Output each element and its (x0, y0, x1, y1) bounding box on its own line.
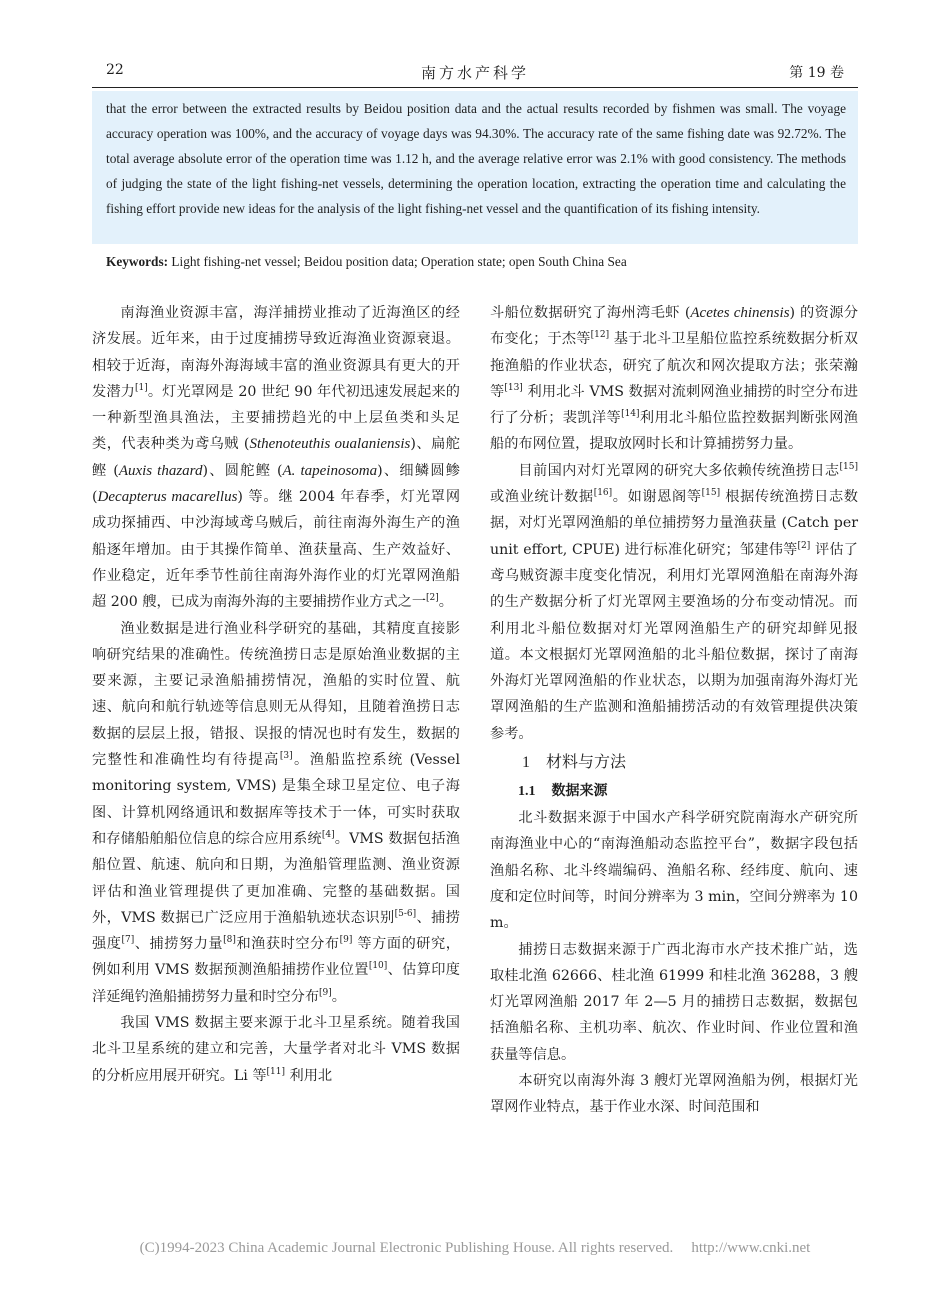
citation: [15] (839, 461, 858, 472)
page-number: 22 (106, 62, 124, 78)
subsection-title: 数据来源 (551, 783, 608, 800)
citation: [1] (134, 382, 148, 393)
body-paragraph: 斗船位数据研究了海州湾毛虾 (Acetes chinensis) 的资源分布变化；于杰等[12] 基于北斗卫星船位监控系统数据分析双拖渔船的作业状态，研究了航次和网次提取方法；张荣瀚等[13] 利用北斗 VMS 数据对流刺网渔业捕捞的时空分布进行了分析；裴凯洋等[14]利用北斗船位监控数据判断张网渔船的布网位置，提取放网时长和计算捕捞努力量。 (490, 305, 859, 453)
volume-label: 第 19 卷 (789, 65, 844, 81)
citation: [5-6] (394, 908, 417, 919)
citation: [8] (223, 935, 236, 946)
citation: [7] (121, 935, 135, 946)
species-name: A. tapeinosoma (282, 462, 378, 479)
species-name: Decapterus macarellus (97, 489, 238, 506)
section-heading (490, 747, 858, 778)
header-rule (92, 87, 858, 88)
citation: [2] (797, 540, 811, 551)
species-name: Auxis thazard (118, 462, 203, 479)
body-paragraph: 本研究以南海外海 3 艘灯光罩网渔船为例，根据灯光罩网作业特点，基于作业水深、时间范围和 (490, 1073, 858, 1116)
citation: [2] (426, 593, 439, 604)
keywords (106, 254, 846, 270)
abstract-box (92, 91, 858, 244)
citation: [14] (621, 409, 640, 420)
body-paragraph: 南海渔业资源丰富，海洋捕捞业推动了近海渔区的经济发展。近年来，由于过度捕捞导致近海渔业资源衰退。相较于近海，南海外海海域丰富的渔业资源具有更大的开发潜力[1]。灯光罩网是 20 世纪 90 年代初迅速发展起来的一种新型渔具渔法，主要捕捞趋光的中上层鱼类和头足类，代表种类为鸢乌贼 (Sthenoteuthis oualaniensis)、扁舵鲣 (Auxis thazard)、圆舵鲣 (A. tapeinosoma)、细鳞圆鲹 (Decapterus macarellus) 等。继 2004 年春季，灯光罩网成功探捕西、中沙海域鸢乌贼后，前往南海外海生产的渔船逐年增加。由于其操作简单、渔获量高、生产效益好、作业稳定，近年季节性前往南海外海作业的灯光罩网渔船超 200 艘，已成为南海外海的主要捕捞作业方式之一[2]。 (92, 305, 461, 611)
body-paragraph: 目前国内对灯光罩网的研究大多依赖传统渔捞日志[15] 或渔业统计数据[16]。如谢恩阁等[15] 根据传统渔捞日志数据，对灯光罩网渔船的单位捕捞努力量渔获量 (Catch per unit effort, CPUE) 进行标准化研究；邹建伟等[2] 评估了鸢乌贼资源丰度变化情况，利用灯光罩网渔船在南海外海的生产数据分析了灯光罩网主要渔场的分布变动情况。而利用北斗船位数据对灯光罩网渔船生产的研究却鲜见报道。本文根据灯光罩网渔船的北斗船位数据，探讨了南海外海灯光罩网渔船的作业状态，以期为加强南海外海灯光罩网渔船的生产监测和渔船捕捞活动的有效管理提供决策参考。 (490, 461, 858, 742)
citation: [4] (321, 829, 335, 840)
section-title: 材料与方法 (546, 752, 627, 772)
citation: [11] (266, 1066, 286, 1077)
body-paragraph: 渔业数据是进行渔业科学研究的基础，其精度直接影响研究结果的准确性。传统渔捞日志是原始渔业数据的主要来源，主要记录渔船捕捞情况，渔船的实时位置、航速、航向和航行轨迹等信息则无从得知，且随着渔捞日志数据的层层上报，错报、误报的情况也时有发生，数据的完整性和准确性均有待提高[3]。渔船监控系统 (Vessel monitoring system, VMS) 是集全球卫星定位、电子海图、计算机网络通讯和数据库等技术于一体，可实时获取和存储船舶船位信息的综合应用系统[4]。VMS 数据包括渔船位置、航速、航向和日期，为渔船管理监测、渔业资源评估和渔业管理提供了更加准确、完整的基础数据。国外，VMS 数据已广泛应用于渔船轨迹状态识别[5-6]、捕捞强度[7]、捕捞努力量[8]和渔获时空分布[9] 等方面的研究，例如利用 VMS 数据预测渔船捕捞作业位置[10]、估算印度洋延绳钓渔船捕捞努力量和时空分布[9]。 (92, 620, 460, 1005)
journal-title: 南方水产科学 (420, 64, 529, 82)
body-paragraph: 北斗数据来源于中国水产科学研究院南海水产研究所南海渔业中心的“南海渔船动态监控平台”，数据字段包括渔船名称、北斗终端编码、渔船名称、经纬度、航向、速度和定位时间等，时间分辨率为 3 min，空间分辨率为 10 m。 (490, 810, 858, 932)
footer-url: http://www.cnki.net (691, 1240, 811, 1256)
species-name: Sthenoteuthis oualaniensis (249, 436, 411, 453)
page-header (92, 62, 858, 84)
body-paragraph: 捕捞日志数据来源于广西北海市水产技术推广站，选取桂北渔 62666、桂北渔 61999 和桂北渔 36288，3 艘灯光罩网渔船 2017 年 2—5 月的捕捞日志数据，数据包括渔船名称、主机功率、航次、作业时间、作业位置和渔获量等信息。 (490, 941, 858, 1063)
keywords-label: Keywords: (106, 254, 169, 269)
body-paragraph: 我国 VMS 数据主要来源于北斗卫星系统。随着我国北斗卫星系统的建立和完善，大量学者对北斗 VMS 数据的分析应用展开研究。Li 等[11] 利用北 (92, 1015, 460, 1084)
citation: [9] (319, 987, 332, 998)
page-footer (0, 1240, 950, 1257)
citation: [12] (590, 330, 610, 341)
species-name: Acetes chinensis (690, 305, 790, 321)
citation: [15] (701, 488, 721, 499)
citation: [10] (368, 961, 388, 972)
citation: [9] (339, 935, 353, 946)
citation: [13] (504, 382, 523, 393)
right-column (490, 300, 858, 1121)
citation: [3] (279, 751, 293, 762)
subsection-number: 1.1 (518, 784, 536, 800)
subsection-heading (490, 778, 858, 805)
left-column (92, 300, 460, 1089)
keywords-text: Light fishing-net vessel; Beidou position data; Operation state; open South China Sea (171, 254, 627, 269)
copyright-notice: (C)1994-2023 China Academic Journal Electronic Publishing House. All rights reserved. (139, 1240, 674, 1256)
section-number: 1 (522, 754, 530, 772)
abstract-text: that the error between the extracted results by Beidou position data and the actual results recorded by fishmen was small. The voyage accuracy operation was 100%, and the accuracy of voyage days was 94.30%. The accuracy rate of the same fishing date was 92.72%. The total average absolute error of the operation time was 1.12 h, and the average relative error was 2.1% with good consistency. The methods of judging the state of the light fishing-net vessels, determining the operation location, extracting the operation time and calculating the fishing effort provide new ideas for the analysis of the light fishing-net vessel and the quantification of its fishing intensity. (106, 101, 846, 216)
citation: [16] (593, 488, 613, 499)
